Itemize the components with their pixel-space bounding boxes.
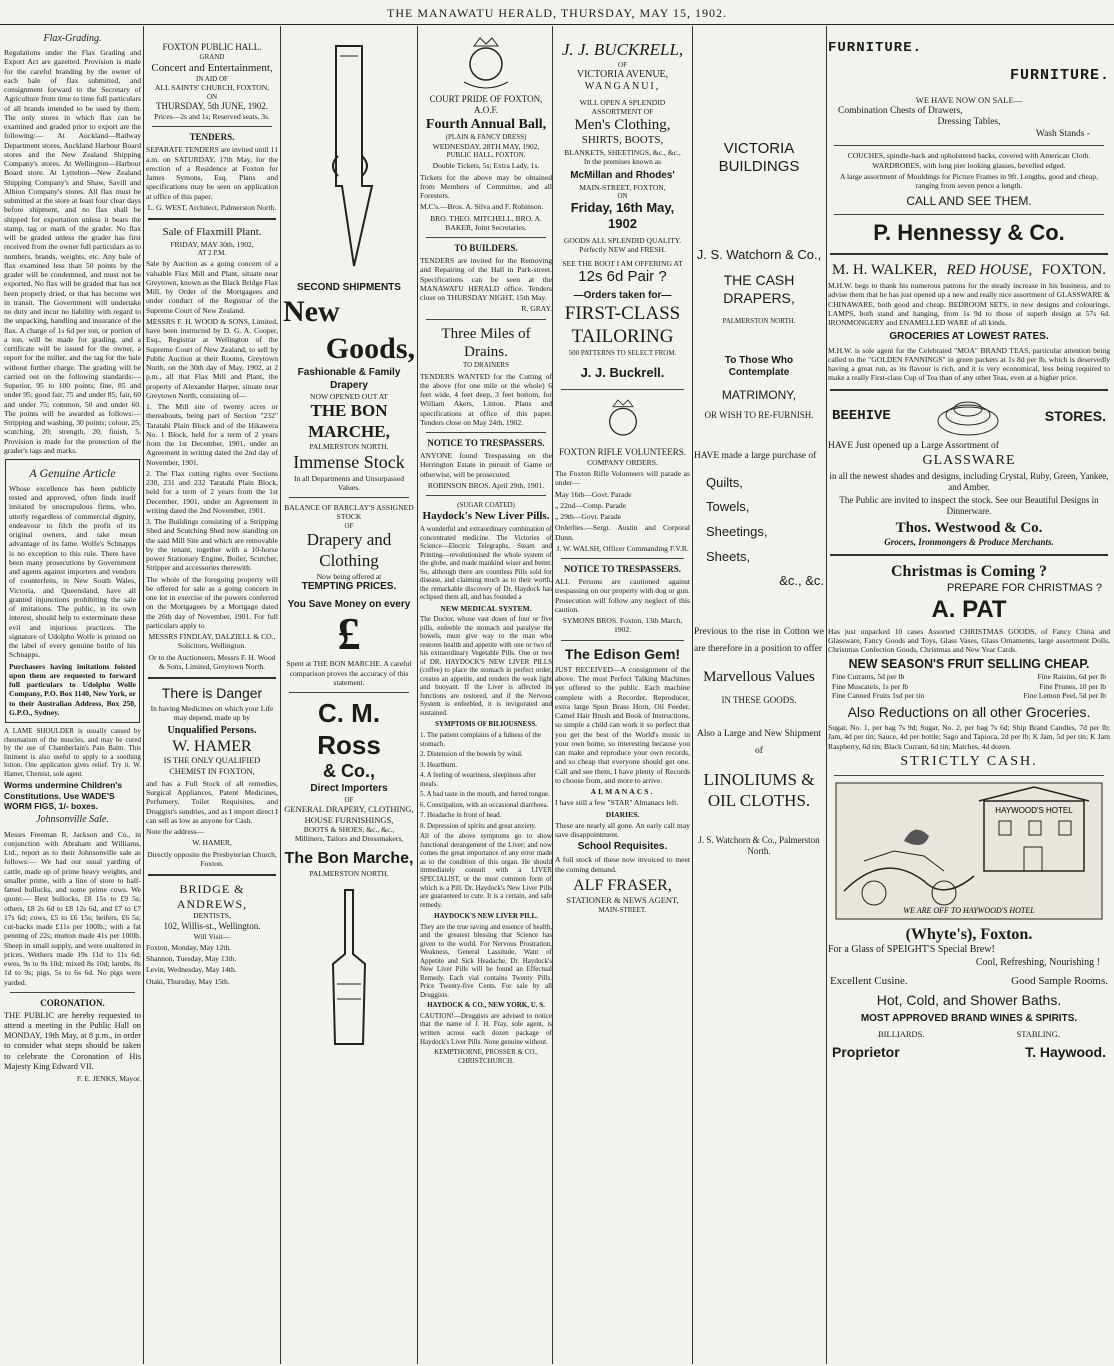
buckrell-signature: J. J. Buckrell. bbox=[580, 365, 665, 381]
proprietor-name: T. Haywood. bbox=[1025, 1043, 1106, 1060]
proprietor-label: Proprietor bbox=[832, 1043, 900, 1060]
hall-church: ALL SAINTS' CHURCH, FOXTON, bbox=[154, 83, 270, 93]
fashion-text: Fashionable & Family Drapery bbox=[297, 367, 401, 391]
boots-shoes: BOOTS & SHOES, &c., &c., bbox=[303, 824, 395, 834]
immense-stock: Immense Stock bbox=[293, 451, 405, 472]
column-divider bbox=[143, 26, 144, 1364]
palmerston-text-2: PALMERSTON NORTH. bbox=[309, 868, 389, 878]
column-divider bbox=[280, 26, 281, 1364]
new-fresh: Perfectly NEW and FRESH. bbox=[579, 245, 666, 255]
column-divider bbox=[552, 26, 553, 1364]
buckrell-name: J. J. BUCKRELL, bbox=[561, 40, 684, 59]
alf-fraser: ALF FRASER, bbox=[573, 876, 672, 894]
flax-grading-title: Flax-Grading. bbox=[43, 33, 102, 44]
shirts-boots: SHIRTS, BOOTS, bbox=[581, 134, 664, 147]
flaxmill-title: Sale of Flaxmill Plant. bbox=[162, 226, 262, 239]
victoria-avenue: VICTORIA AVENUE, bbox=[576, 69, 669, 81]
haydock-company: HAYDOCK & CO., NEW YORK, U. S. bbox=[427, 1001, 545, 1010]
hall-on: ON bbox=[206, 92, 218, 101]
tailoring: TAILORING bbox=[571, 326, 674, 348]
product-item: Towels, bbox=[706, 499, 750, 515]
a-pat-body: Has just unpacked 10 cases Assorted CHRISTMAS GOODS, of Fancy China and Glassware, Fancy Goods and Toys, Glass Vases, Glass Ornaments, large assortment Dolls, Christmas Confection Goods, Christmas and New Year Cards. bbox=[828, 626, 1110, 655]
groceries-body: M.H.W. is sole agent for the Celebrated "MOA" BRAND TEAS, particular attention being called to the "GOLDEN FANNINGS" in green packets at 1s 8d per lb, which is deservedly having a great run, as its flavour is rich, and it is very economical, less being required to make a really First-class Cup of Tea than of any other Teas, even at a higher price. bbox=[828, 345, 1110, 383]
tenders-signature: L. G. WEST, Architect, Palmerston North. bbox=[147, 202, 277, 212]
symptoms-tail: All of the above symptoms go to show functional derangement of the Liver; and now comes the great importance of any error made as to the condition of this organ. He should immediately consult with a LIVER SPECIALIST, or the most common form of which is a Pill. Dr. Haydock's New Liver Pills are guaranteed to cure. It is a certain, and safe remedy. bbox=[420, 832, 552, 909]
hennessy-heading: P. Hennessy & Co. bbox=[873, 220, 1065, 246]
danger-body: In having Medicines on which your Life may depend, made up by bbox=[150, 704, 274, 723]
ball-heading: Fourth Annual Ball, bbox=[425, 116, 547, 132]
column-5 bbox=[555, 30, 690, 1360]
general-drapery: GENERAL DRAPERY, CLOTHING, HOUSE FURNISHINGS, bbox=[284, 804, 414, 825]
column-4 bbox=[420, 30, 552, 1360]
friday-date: Friday, 16th May, 1902 bbox=[570, 200, 675, 232]
these-goods: IN THESE GOODS. bbox=[721, 694, 797, 705]
walker-foxton: FOXTON. bbox=[1041, 261, 1106, 278]
have-purchased: HAVE made a large purchase of bbox=[694, 451, 817, 462]
whytes-heading: (Whyte's), Foxton. bbox=[905, 925, 1033, 943]
trespass-signature-2: SYMONS BROS. Foxton, 13th March, 1902. bbox=[562, 616, 683, 635]
save-money: You Save Money on every bbox=[287, 599, 411, 611]
couches-text: COUCHES, spindle-back and upholstered backs, covered with American Cloth. WARDROBES, with long pier looking glasses, bevelled edged. bbox=[847, 151, 1091, 170]
mcs-text: M.C's.—Bros. A. Silva and F. Robinson. bbox=[420, 202, 544, 212]
spent-text: Spent at THE BON MARCHE. A careful comparison proves the accuracy of this statement. bbox=[286, 659, 412, 687]
flaxmill-auctioneers: Or to the Auctioneers, Messrs F. H. Wood & Sons, Limited, Greytown North. bbox=[148, 652, 276, 671]
tempting-prices: TEMPTING PRICES. bbox=[301, 580, 397, 592]
flaxmill-intro: Sale by Auction as a going concern of a valuable Flax Mill and Plant, situate near Greytown, known as the Black Bridge Flax Mill, by Order of the Mortgagees and under conduct of the Registrar of the Supreme Court of New Zealand. bbox=[146, 259, 278, 315]
linoliums: LINOLIUMS & OIL CLOTHS. bbox=[703, 769, 815, 810]
trespass-title-2: NOTICE TO TRESPASSERS. bbox=[563, 564, 682, 575]
genuine-article-title: A Genuine Article bbox=[29, 466, 116, 481]
column-divider bbox=[692, 26, 693, 1364]
fruit-price: Fine Canned Fruits 1sd per tin bbox=[832, 690, 925, 700]
diaries-body: These are nearly all gone. An early call may save disappointment. bbox=[555, 820, 690, 840]
watchorn-name: J. S. Watchorn & Co., bbox=[696, 246, 822, 262]
symptom-item: 7. Headache in front of head. bbox=[420, 811, 502, 820]
sugar-coated: (SUGAR COATED) bbox=[457, 501, 515, 510]
alf-fraser-sub: STATIONER & NEWS AGENT, bbox=[566, 895, 679, 906]
symptom-item: 1. The patient complains of a fulness of the stomach. bbox=[420, 731, 541, 748]
reductions-heading: Also Reductions on all other Groceries. bbox=[847, 704, 1091, 720]
royal-crest-icon bbox=[456, 32, 516, 92]
bon-marche-heading-2: The Bon Marche, bbox=[284, 850, 414, 868]
flaxmill-solicitors: MESSRS FINDLAY, DALZIELL & CO., Solicitors, Wellington. bbox=[148, 632, 276, 651]
contemplate-text: To Those Who Contemplate bbox=[724, 355, 794, 379]
offering-text: Now being offered at bbox=[316, 571, 382, 581]
on-text: ON bbox=[617, 191, 628, 200]
blankets: BLANKETS, SHEETINGS, &c., &c., bbox=[564, 147, 681, 157]
glassware-body: in all the newest shades and designs, including Crystal, Ruby, Green, Yankee, and Amber. bbox=[829, 471, 1109, 493]
fruit-price: Fine Currants, 5d per lb bbox=[832, 672, 905, 682]
column-6 bbox=[694, 30, 824, 1360]
drains-heading: Three Miles of Drains. bbox=[441, 325, 531, 360]
top-rule bbox=[0, 24, 1114, 25]
will-open: WILL OPEN A SPLENDID ASSORTMENT OF bbox=[579, 97, 666, 116]
bridge-date: Shannon, Tuesday, May 13th. bbox=[146, 954, 237, 964]
tenders-body: SEPARATE TENDERS are invited until 11 a.m. on SATURDAY, 17th May, for the erection of a Residence at Foxton for James Symons, Esq. Plans and specifications may be seen on application at office of this paper. bbox=[146, 145, 278, 201]
have-now: WE HAVE NOW ON SALE— bbox=[915, 95, 1023, 106]
first-class: FIRST-CLASS bbox=[564, 303, 681, 325]
of-text: OF bbox=[618, 60, 627, 69]
danger-title: There is Danger bbox=[161, 685, 263, 702]
parade-date: „ 29th—Govt. Parade bbox=[555, 512, 622, 522]
hall-aid: IN AID OF bbox=[196, 74, 228, 83]
masthead: THE MANAWATU HERALD, THURSDAY, MAY 15, 1902. bbox=[387, 6, 727, 20]
column-7 bbox=[828, 30, 1110, 1360]
wash-stands: Wash Stands - bbox=[1035, 128, 1090, 139]
matrimony: MATRIMONY, bbox=[721, 387, 797, 402]
court-title: COURT PRIDE OF FOXTON, A.O.F. bbox=[429, 94, 543, 115]
caution-text: CAUTION!—Druggists are advised to notice that the name of J. H. Fray, sole agent, is written across each dozen package of Haydock's Liver Pills. None genuine without. bbox=[420, 1011, 552, 1046]
departments-text: In all Departments and Unsurpassed Values. bbox=[293, 473, 405, 492]
cash-drapers: THE CASH DRAPERS, bbox=[723, 272, 795, 306]
red-house: RED HOUSE, bbox=[946, 261, 1033, 278]
school-title: School Requisites. bbox=[577, 841, 668, 853]
boot-price: 12s 6d Pair ? bbox=[578, 267, 667, 285]
kempthorne-text: KEMPTHORNE, PROSSER & CO., CHRISTCHURCH. bbox=[434, 1048, 538, 1065]
mcmillan-rhodes: McMillan and Rhodes' bbox=[570, 170, 675, 182]
product-item: Sheets, bbox=[706, 548, 751, 564]
bridge-address: 102, Willis-st., Wellington. bbox=[163, 920, 261, 931]
pound-sign: £ bbox=[337, 608, 361, 660]
goods-quality: GOODS ALL SPLENDID QUALITY. bbox=[563, 236, 682, 246]
main-street: MAIN-STREET, FOXTON, bbox=[579, 182, 666, 192]
tenders-title: TENDERS. bbox=[189, 132, 235, 143]
builders-signature: R. GRAY. bbox=[521, 304, 552, 314]
combination-chests: Combination Chests of Drawers, bbox=[838, 105, 963, 116]
dress-text: (PLAIN & FANCY DRESS) bbox=[445, 133, 527, 142]
flaxmill-item: 2. The Flax cutting rights over Sections 230, 231 and 232 Taratahi Plain Block, held for a term of 2 years from the 1st December, 1901, under an Agreement in writing dated the 2nd November, 1901. bbox=[146, 468, 278, 515]
medical-system: NEW MEDICAL SYSTEM. bbox=[440, 603, 532, 613]
fruit-price: Fine Prunes, 10 per lb bbox=[1039, 681, 1106, 691]
symptoms-title: SYMPTOMS OF BILIOUSNESS. bbox=[435, 720, 537, 729]
groceries-heading: GROCERIES AT LOWEST RATES. bbox=[889, 331, 1049, 343]
palmerston-text: PALMERSTON NORTH. bbox=[722, 316, 796, 325]
balance-text: BALANCE OF BARCLAY'S ASSIGNED STOCK bbox=[284, 503, 414, 522]
danger-unqualified: Unqualified Persons. bbox=[167, 724, 257, 736]
builders-title: TO BUILDERS. bbox=[454, 243, 518, 254]
almanacs-title: ALMANACS. bbox=[590, 787, 655, 797]
wanganui: WANGANUI, bbox=[584, 81, 661, 93]
parade-date: „ 22nd—Comp. Parade bbox=[555, 500, 627, 510]
bridge-title: BRIDGE & ANDREWS, bbox=[176, 882, 248, 911]
boot-offer: SEE THE BOOT I AM OFFERING AT bbox=[562, 258, 683, 268]
column-2 bbox=[146, 30, 278, 1360]
fruit-heading: NEW SEASON'S FRUIT SELLING CHEAP. bbox=[848, 656, 1090, 672]
trespass-body-2: ALL Persons are cautioned against trespassing on our property with dog or gun. Prosecution will follow any neglect of this caution. bbox=[555, 577, 690, 614]
orderlies: Orderlies.—Sergt. Austin and Corporal Dunn. bbox=[555, 523, 690, 542]
tickets-info: Tickets for the above may be obtained from Members of Committee, and all Foresters. bbox=[420, 172, 552, 201]
glassware-heading: GLASSWARE bbox=[922, 453, 1016, 469]
furniture-heading-2: FURNITURE. bbox=[1009, 67, 1110, 85]
mouldings-text: A large assortment of Mouldings for Picture Frames in 9ft. Lengths, good and cheap, ranging from seven pence a length. bbox=[840, 171, 1098, 191]
flax-grading-body: Regulations under the Flax Grading and Export Act are gazetted. Provision is made for the careful branding by the owner of each bale of flax submitted, and consignment forward to the Secretary of Agriculture from time to time full particulars of all brands intended to be used by them. The only stores in which flax can be examined and graded prior to export are the following:— At Auckland—Railway Department stores, Auckland Harbour Board stores and the New Zealand Shipping Company's stores. At Wellington—Harbour Board store. At Lyttelton—New Zealand Shipping Company's and Shaw, Savill and Albion Company's stores. All flax must be submitted at the store at least four clear days before shipment, and no flax shall be shipped for exportation unless it bears the stamp, tag or mark of the grader. No flax will be graded unless the grader has first received from the owner full particulars as to numbers, brands, weights, etc. Any bale of flax examined less than 50 points by the grader will be condemned, and must not be exported. No flax will be graded that has not been properly dried, or that has become wet in transit. The Government will undertake no duty and incur no liability with regard to the unpacking, handling and insurance of the flax. A charge of 1s 6d per ton, or portion of a ton, will be made for grading, and a certificate will be issued for the owner, a report for the miller, and the tag for the bale without further charge. The grading will be carried out on the following standards:—Superior, 95 to 100 points; fine, 85 and under 95; good fair, 75 and under 85; fair, 60 and under 75; common, 50 and under 60. The points will be awarded as follows:—Stripping and washing, 30 points; colour, 25; scutching, 20; strength, 20; finish, 5. Provision is made for the protection of the grader's tags and marks. bbox=[4, 48, 141, 455]
column-1 bbox=[4, 30, 141, 1360]
beehive-heading: BEEHIVE bbox=[832, 408, 891, 425]
ball-venue: PUBLIC HALL, FOXTON. bbox=[446, 150, 526, 159]
rifle-signature: J. W. WALSH, Officer Commanding F.V.R. bbox=[556, 543, 689, 553]
hall-event: Concert and Entertainment, bbox=[151, 61, 273, 74]
genuine-article-tail: Purchasers having imitations foisted upon them are requested to forward full particulars to Udolpho Wolfe Company, P.O. Box 1140, New York, or to their Australian Address, Box 250, G.P.O., Sydney. bbox=[9, 661, 136, 717]
fruit-price: Fine Lemon Peel, 5d per lb bbox=[1023, 690, 1106, 700]
dressing-tables: Dressing Tables, bbox=[937, 117, 1001, 128]
symptom-item: 8. Depression of spirits and great anxiety. bbox=[420, 821, 537, 830]
prepare-christmas: PREPARE FOR CHRISTMAS ? bbox=[946, 581, 1102, 594]
milliners-text: Milliners, Tailors and Dressmakers, bbox=[294, 834, 404, 844]
bon-marche-heading: THE BON MARCHE, bbox=[308, 401, 390, 441]
of-text: OF bbox=[344, 521, 354, 530]
christmas-heading: Christmas is Coming ? bbox=[890, 563, 1047, 581]
coronation-body: THE PUBLIC are hereby requested to attend a meeting in the Public Hall on MONDAY, 19th May, at 8 p.m., in order to consider what steps should be taken to celebrate the Coronation of His Majesty King Edward VII. bbox=[4, 1010, 141, 1071]
hamer-note: Note the address— bbox=[146, 827, 205, 837]
bridge-date: Levin, Wednesday, May 14th. bbox=[146, 965, 237, 975]
hamer-signature: W. HAMER, bbox=[192, 838, 232, 848]
tickets-price: Double Tickets, 5s; Extra Lady, 1s. bbox=[432, 161, 540, 171]
drainers-text: TO DRAINERS bbox=[463, 361, 509, 370]
johnsonville-title: Johnsonville Sale. bbox=[36, 814, 109, 826]
haydock-title: Haydock's New Liver Pills. bbox=[422, 509, 550, 522]
fruit-price: Fine Raisins, 6d per lb bbox=[1037, 672, 1106, 682]
coronation-signature: F. E. JENKS, Mayor. bbox=[76, 1074, 141, 1084]
rifle-body: The Foxton Rifle Volunteers will parade as under— bbox=[555, 469, 690, 488]
opened-text: NOW OPENED OUT AT bbox=[310, 391, 388, 401]
column-divider bbox=[826, 26, 827, 1364]
flaxmill-item: 3. The Buildings consisting of a Stripping Shed and Scutching Shed now standing on the said Mill Site and which are removable by the tenant, together with a 10-horse power Stationary Engine, Boiler, Scutcher, Stripper and accessories therewith. bbox=[146, 517, 278, 573]
flaxmill-item: 1. The Mill site of twenty acres or thereabouts, being part of Section "232" Taratahi Plain Block and of the Hikawera No. 1 Block, held for a term of 2 years from the 1st December, 1901, under an Agreement in writing dated the 2nd day of November, 1901. bbox=[146, 402, 278, 467]
also-shipment: Also a Large and New Shipment of bbox=[696, 728, 822, 756]
previous-text: Previous to the rise in Cotton we are therefore in a position to offer bbox=[694, 627, 824, 655]
product-item: Quilts, bbox=[706, 474, 743, 490]
parade-date: May 16th—Govt. Parade bbox=[555, 489, 632, 499]
flaxmill-body: MESSRS F. H. WOOD & SONS, Limited, have been instructed by D. G. A. Cooper, Esq., Registrar at Wellington of the Supreme Court of New Zealand, to sell by Public Auction at their Rooms, Greytown North, on the 30th day of May, 1902, at 2 p.m., all that Flax Mill and Plant, the property of Alexander Harper, situate near Greytown North, consisting of— bbox=[146, 316, 278, 400]
builders-body: TENDERS are invited for the Removing and Repairing of the Hall in Park-street. Specifications can be seen at the MANAWATU HERALD office. Tenders close on THURSDAY NIGHT, 15th May. bbox=[420, 256, 552, 303]
speights-text: For a Glass of SPEIGHT'S Special Brew! bbox=[828, 944, 995, 956]
premises: In the premises known as bbox=[583, 157, 662, 167]
column-3 bbox=[283, 30, 415, 1360]
worms-notice: Worms undermine Children's Constitutions. Use WADE'S WORM FIGS, 1/- boxes. bbox=[4, 780, 123, 811]
have-opened: HAVE Just opened up a Large Assortment of bbox=[828, 440, 999, 451]
flaxmill-date: FRIDAY, MAY 30th, 1902, bbox=[170, 239, 254, 249]
flaxmill-time: AT 2 P.M. bbox=[197, 248, 227, 257]
secretaries-text: BRO. THEO. MITCHELL, BRO. A. BAKER, Joint Secretaries. bbox=[430, 213, 542, 232]
drains-body: TENDERS WANTED for the Cutting of the above (for one mile or the whole) 6 feet wide, 4 feet deep, 3 feet bottom, for William Akers, Linton. Plans and specifications at office of this paper. Tenders close on May 24th, 1902. bbox=[420, 371, 552, 427]
hotel-illustration bbox=[834, 781, 1104, 921]
marvellous-values: Marvellous Values bbox=[703, 669, 815, 686]
coronation-title: CORONATION. bbox=[40, 997, 105, 1008]
mens-clothing: Men's Clothing, bbox=[574, 117, 671, 134]
diaries-title: DIARIES. bbox=[605, 809, 640, 819]
westwood-sub: Grocers, Ironmongers & Produce Merchants. bbox=[884, 537, 1054, 548]
drapery-clothing: Drapery and Clothing bbox=[306, 530, 392, 570]
trespass-signature: ROBINSON BROS. April 29th, 1901. bbox=[427, 480, 545, 490]
walker-body: M.H.W. begs to thank his numerous patrons for the steady increase in his business, and to advise them that he has just opened up a new and really nice assortment of GLASSWARE & CHINAWARE, both good and cheap. BEDROOM SETS, in new designs and colourings. LAMPS, both stand and hanging, from 1s 9d to those of superb design at 57s 6d. IRONMONGERY and ENAMELLED WARE of all kinds. bbox=[828, 281, 1110, 328]
trespass-body: ANYONE found Trespassing on the Herrington Estate in pursuit of Game or otherwise, will be prosecuted. bbox=[420, 451, 552, 479]
school-body: A full stock of these now invoiced to meet the coming demand. bbox=[555, 855, 690, 874]
co-heading: & Co., bbox=[323, 761, 375, 782]
sample-rooms: Good Sample Rooms. bbox=[1011, 974, 1108, 987]
flaxmill-tail: The whole of the foregoing property will be offered for sale as a going concern in one lot in exercise of the powers conferred on the Mortgagees by a Mortgage dated the 26th day of November, 1901. For full particulars apply to bbox=[146, 574, 278, 630]
baths-text: Hot, Cold, and Shower Baths. bbox=[876, 992, 1062, 1009]
symptom-item: 6. Constipation, with an occasional diarrhoea. bbox=[420, 800, 549, 809]
fruit-price: Fine Muscatels, 1s per lb bbox=[832, 681, 909, 691]
cool-refreshing: Cool, Refreshing, Nourishing ! bbox=[975, 956, 1100, 968]
genuine-article-ad bbox=[5, 459, 140, 723]
rifle-title: FOXTON RIFLE VOLUNTEERS. bbox=[559, 447, 686, 457]
a-pat-heading: A. PAT bbox=[931, 596, 1007, 624]
hamer-tagline: IS THE ONLY QUALIFIED CHEMIST IN FOXTON, bbox=[163, 756, 261, 776]
haydock-pill-body: They are the true saving and essence of health, and the greatest blessing that Science has given to the world. For Nervous Prostration, Weakness, General Lassitude, Want of Appetite and Sick Headache, Dr. Haydock's New Liver Pills will be found an Effectual Remedy. Each vial contains Twenty Pills. Price Twenty-five Cents. For sale by all Druggists. bbox=[420, 922, 552, 999]
stores-heading: STORES. bbox=[1044, 408, 1106, 425]
product-item: &c., &c. bbox=[779, 573, 824, 589]
orders-taken: —Orders taken for— bbox=[573, 290, 672, 302]
product-item: Sheetings, bbox=[706, 524, 768, 540]
pointing-hand-up-icon bbox=[319, 884, 379, 1054]
haydock-body: A wonderful and extraordinary combination of concentrated medicine. The Victories of Science—Electric Telegraphs, Steam and Printing—revolutionised the whole system of the globe, and made mankind wiser and better. So, although there are countless Pills sold for disease, and claiming much as to their worth, the remarkable discovery of Dr. Haydock has eclipsed them all, and has founded a bbox=[420, 525, 552, 602]
edison-title: The Edison Gem! bbox=[564, 645, 681, 662]
haydock-pill-title: HAYDOCK'S NEW LIVER PILL. bbox=[434, 912, 538, 921]
alf-fraser-address: MAIN-STREET. bbox=[598, 905, 647, 914]
sugar-prices: Sugar, No. 1, per bag 7s 9d; Sugar, No. 2, per bag 7s 6d; Ship Brand Candles, 7d per lb; Jam, 4d per tin; Sauce, 4d per bottle; Sago and Tapioca, 2d per lb; K Jam, 5d per tin; K Jam Raspberry, 6d tin; Black Currant, 6d tin; Matches, 4d dozen. bbox=[828, 723, 1110, 751]
hotel-caption: WE ARE OFF TO HAYWOOD'S HOTEL bbox=[903, 905, 1035, 915]
victoria-buildings: VICTORIA BUILDINGS bbox=[718, 140, 800, 176]
hamer-body: and has a Full Stock of all remedies, Surgical Appliances, Patent Medicines, Perfumery, Toilet Requisites, and Druggist's sundries, and as I import direct I can sell as low as anyone for Cash. bbox=[146, 778, 278, 825]
pointing-hand-down-icon bbox=[314, 36, 384, 276]
importers-text: Direct Importers bbox=[310, 783, 388, 795]
bridge-visit: Will Visit— bbox=[193, 931, 231, 941]
hotel-sign: HAYWOOD'S HOTEL bbox=[995, 805, 1073, 815]
walker-name: M. H. WALKER, bbox=[832, 261, 938, 278]
lame-shoulder-notice: A LAME SHOULDER is usually caused by rheumatism of the muscles, and may be cured by the use of Chamberlain's Pain Balm. This liniment is also useful to apply to a soothing lotion. One application gives relief. Try it. W. Hamer, Chemist, sole agent. bbox=[4, 727, 141, 778]
company-orders: COMPANY ORDERS. bbox=[587, 457, 658, 467]
hall-sub: GRAND bbox=[199, 52, 225, 61]
johnsonville-body: Messrs Freeman R. Jackson and Co., in conjunction with Abraham and Williams, Ltd., report as to their Johnsonville sale as follows:— We had our usual yarding of cattle, made up of prime heavy weights, and smaller prime, with a line of store to half-fatted bullocks, and some prime cows. We quote:— Best bullocks, £8 15s to £9 5s; others, £8 2s 6d to £8 12s 6d, and £7 to £7 17s 6d; cows, £5 to £6 15s; heifers, £6 5s; cut-backs made £11s per 100lb.; with a fat penning of 22s; mutton made 41s per 100lb. Sheep in small supply, and were unaltered in prices. Wethers made 19s 11d to 11s 6d; ewes, 9s to 9s 10d; mixed 8s 10d; lambs, 8s 1d to 9s; pigs, 5s to 6s 6d. No pigs were yarded. bbox=[4, 829, 141, 987]
trespass-title: NOTICE TO TRESPASSERS. bbox=[427, 438, 545, 449]
symptom-item: 3. Heartburn. bbox=[420, 760, 458, 769]
strictly-cash: STRICTLY CASH. bbox=[900, 753, 1038, 769]
cm-ross-heading: C. M. Ross bbox=[317, 698, 381, 760]
royal-crest-icon bbox=[598, 395, 648, 445]
westwood-heading: Thos. Westwood & Co. bbox=[895, 520, 1043, 537]
column-divider bbox=[417, 26, 418, 1364]
symptom-item: 4. A feeling of weariness, sleepiness after meals. bbox=[420, 771, 536, 788]
cuisine-text: Excellent Cusine. bbox=[830, 974, 908, 987]
patterns: 500 PATTERNS TO SELECT FROM. bbox=[568, 348, 677, 357]
symptom-item: 5. A bad taste in the mouth, and furred tongue. bbox=[420, 790, 550, 799]
medical-body: The Doctor, whose vast doses of four or five pills, enfeeble the stomach and paralyse the bowels, must give way to the man who restores health and appetite with one or two of his extraordinary Vegetable Pills. One or two of DR. HAYDOCK'S NEW LIVER PILLS (coffee) to place the stomach in perfect order, creates an appetite, and renders the weak light and buoyant. If the Liver is affected its functions are restored, and if the Nervous System is enfeebled, it is invigorated and sustained. bbox=[420, 615, 552, 717]
public-invited: The Public are invited to inspect the stock. See our Beautiful Designs in Dinnerware. bbox=[839, 495, 1099, 517]
hamer-name: W. HAMER bbox=[172, 737, 252, 755]
hall-date: THURSDAY, 5th JUNE, 1902. bbox=[155, 101, 269, 112]
billiards-text: BILLIARDS. bbox=[878, 1029, 925, 1040]
of-text-2: OF bbox=[344, 795, 354, 804]
hall-prices: Prices—2s and 1s; Reserved seats, 3s. bbox=[154, 112, 270, 122]
symptom-item: 2. Distension of the bowels by wind. bbox=[420, 750, 523, 759]
hall-title: FOXTON PUBLIC HALL. bbox=[162, 42, 262, 52]
bridge-date: Foxton, Monday, May 12th. bbox=[146, 942, 232, 952]
beehive-icon bbox=[933, 397, 1003, 437]
goods-heading: Goods, bbox=[325, 331, 415, 365]
second-shipments: SECOND SHIPMENTS bbox=[297, 282, 401, 293]
palmerston-text: PALMERSTON NORTH. bbox=[309, 442, 389, 452]
edison-body: JUST RECEIVED—A consignment of the above. The most Perfect Talking Machines yet offered to the public. Each machine complete with a Recorder, Reproducer, extra large Spun Brass Horn, Oil Feeder, Camel Hair Brush and Book of Instructions, so simple a child can work it so perfect that you get the best of the World's music in your own home, so interesting because you can make and reproduce your own records, and so cheap that everyone should get one. Call and see them, I have plenty of Records to choose from, and more to arrive. bbox=[555, 664, 690, 785]
stabling-text: STABLING. bbox=[1016, 1029, 1060, 1040]
hamer-address: Directly opposite the Presbyterian Church, Foxton. bbox=[147, 849, 277, 868]
wines-text: MOST APPROVED BRAND WINES & SPIRITS. bbox=[860, 1013, 1078, 1025]
bridge-sub: DENTISTS, bbox=[193, 911, 231, 921]
call-see: CALL AND SEE THEM. bbox=[906, 194, 1032, 209]
genuine-article-body: Whose excellence has been publicly tested and approved, often finds itself imitated by unscrupulous firms, who, utterly regardless of commercial dignity, endeavour to filch the profit of its original owners, and take mean advantage of its fame. Wolfe's Schnapps is no exception to this rule. There have been many prosecutions by Government and agents against importers and vendors of counterfeits, in New South Wales, Victoria, and Queensland, have all granted injunctions prohibiting the sale of imitations. The public, in its own interest, should help to exterminate these evil and injurious practices. The signature of Udolpho Wolfe is printed on the label of every genuine bottle of his Schnapps. bbox=[9, 483, 136, 660]
ball-date: WEDNESDAY, 28TH MAY, 1902, bbox=[432, 141, 540, 151]
new-heading: New bbox=[283, 295, 340, 329]
almanacs-body: I have still a few "STAR" Almanacs left. bbox=[555, 798, 679, 808]
refurnish: OR WISH TO RE-FURNISH. bbox=[704, 410, 814, 421]
furniture-heading: FURNITURE. bbox=[828, 40, 923, 56]
watchorn-signature: J. S. Watchorn & Co., Palmerston North. bbox=[698, 835, 820, 857]
bridge-date: Otaki, Thursday, May 15th. bbox=[146, 976, 230, 986]
